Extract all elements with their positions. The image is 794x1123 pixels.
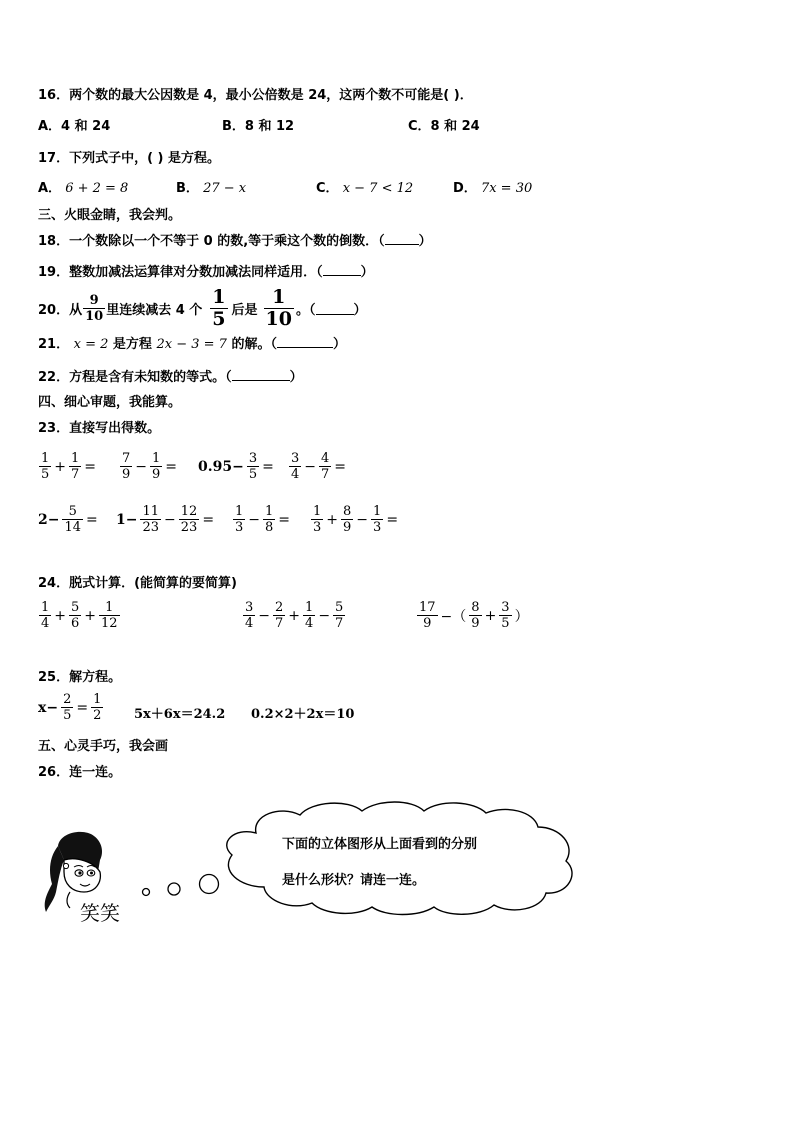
q23-stem: 23．直接写出得数。 xyxy=(38,421,161,436)
q24-e1: $\frac{1}{4}$ + $\frac{5}{6}$ + $\frac{1}{12}$ xyxy=(41,600,118,631)
fraction: $\frac{1}{10}$ xyxy=(265,286,292,330)
q21-eq1: x = 2 xyxy=(73,337,109,352)
q17-option-b xyxy=(176,177,246,196)
close-paren: ） xyxy=(418,234,432,249)
answer-blank[interactable] xyxy=(385,233,419,245)
option-label: A． xyxy=(38,181,62,196)
q23-r2-e1: 2− $\frac{5}{14}$ = xyxy=(38,504,98,535)
q23-r2-e2: 1− $\frac{11}{23}$ − $\frac{12}{23}$ = xyxy=(116,504,215,535)
q26-stem: 26．连一连。 xyxy=(38,765,122,780)
close-paren: ） xyxy=(289,370,303,385)
q21 xyxy=(38,333,346,352)
q25-stem: 25．解方程。 xyxy=(38,670,122,685)
character-name-label: 笑笑 xyxy=(80,901,120,925)
section-4-heading: 四、细心审题，我能算。 xyxy=(38,395,182,410)
option-label: B． xyxy=(176,181,199,196)
cloud-text-line-1: 下面的立体图形从上面看到的分别 xyxy=(282,837,478,852)
q16-option-c: C．8 和 24 xyxy=(408,119,480,134)
option-label: C． xyxy=(316,181,339,196)
q20 xyxy=(38,287,367,330)
option-expr: 27 − x xyxy=(203,181,247,196)
q17-stem: 17．下列式子中，( ) 是方程。 xyxy=(38,151,221,166)
option-expr: 6 + 2 = 8 xyxy=(65,181,129,196)
q17-option-a xyxy=(38,177,128,196)
q23-r1-e2: $\frac{7}{9}$ − $\frac{1}{9}$ = xyxy=(122,451,178,482)
q21-prefix: 21． xyxy=(38,337,70,352)
q20-mid: 里连续减去 4 个 xyxy=(106,303,203,318)
option-expr: 7x = 30 xyxy=(480,181,533,196)
q20-after: 后是 xyxy=(231,303,258,318)
close-paren: ） xyxy=(360,265,374,280)
q18 xyxy=(38,230,432,249)
q24-e3: $\frac{17}{9}$ −（ $\frac{8}{9}$ + $\frac{3}{5}$ ） xyxy=(419,600,529,631)
close-paren: ） xyxy=(332,337,346,352)
q23-r1-e4: $\frac{3}{4}$ − $\frac{4}{7}$ = xyxy=(291,451,347,482)
q20-end: 。（ xyxy=(296,303,316,318)
q20-prefix: 20．从 xyxy=(38,303,83,318)
q16-stem: 16．两个数的最大公因数是 4，最小公倍数是 24，这两个数不可能是( )． xyxy=(38,88,473,103)
answer-blank[interactable] xyxy=(316,303,354,315)
q25-e3: 0.2×2＋2x＝10 xyxy=(251,707,355,722)
section-3-heading: 三、火眼金睛，我会判。 xyxy=(38,208,182,223)
q19-text: 19．整数加减法运算律对分数加减法同样适用．（ xyxy=(38,265,323,280)
q22-text: 22．方程是含有未知数的等式。（ xyxy=(38,370,232,385)
q25-e1: x− $\frac{2}{5}$ = $\frac{1}{2}$ xyxy=(38,692,102,723)
fraction: $\frac{9}{10}$ xyxy=(85,293,104,324)
answer-blank[interactable] xyxy=(323,264,361,276)
q21-eq2: 2x − 3 = 7 xyxy=(156,337,227,352)
fraction: $\frac{1}{5}$ xyxy=(212,286,226,330)
q19 xyxy=(38,261,374,280)
q16-option-a: A．4 和 24 xyxy=(38,119,111,134)
q24-stem: 24．脱式计算．(能简算的要简算) xyxy=(38,576,237,591)
thought-cloud xyxy=(216,797,584,919)
answer-blank[interactable] xyxy=(232,369,290,381)
answer-blank[interactable] xyxy=(277,336,333,348)
q22 xyxy=(38,366,303,385)
q21-mid: 是方程 xyxy=(112,337,152,352)
q24-e2: $\frac{3}{4}$ − $\frac{2}{7}$ + $\frac{1}{4}$ − $\frac{5}{7}$ xyxy=(245,600,344,631)
q25-e2: 5x＋6x＝24.2 xyxy=(134,707,226,722)
close-paren: ） xyxy=(353,303,367,318)
q16-option-b: B．8 和 12 xyxy=(222,119,295,134)
q23-r2-e4: $\frac{1}{3}$ + $\frac{8}{9}$ − $\frac{1}{3}$ = xyxy=(313,504,399,535)
q18-text: 18．一个数除以一个不等于 0 的数,等于乘这个数的倒数．（ xyxy=(38,234,385,249)
q23-r2-e3: $\frac{1}{3}$ − $\frac{1}{8}$ = xyxy=(235,504,291,535)
q17-option-c xyxy=(316,177,413,196)
q23-r1-e3: 0.95− $\frac{3}{5}$ = xyxy=(198,451,274,482)
q21-end: 的解。（ xyxy=(231,337,277,352)
section-5-heading: 五、心灵手巧，我会画 xyxy=(38,739,169,754)
cloud-text-line-2: 是什么形状？请连一连。 xyxy=(282,873,426,888)
option-expr: x − 7 < 12 xyxy=(342,181,414,196)
option-label: D． xyxy=(453,181,477,196)
q17-option-d xyxy=(453,177,532,196)
thought-bubble-circles xyxy=(138,870,222,900)
q23-r1-e1: $\frac{1}{5}$ + $\frac{1}{7}$ = xyxy=(41,451,97,482)
